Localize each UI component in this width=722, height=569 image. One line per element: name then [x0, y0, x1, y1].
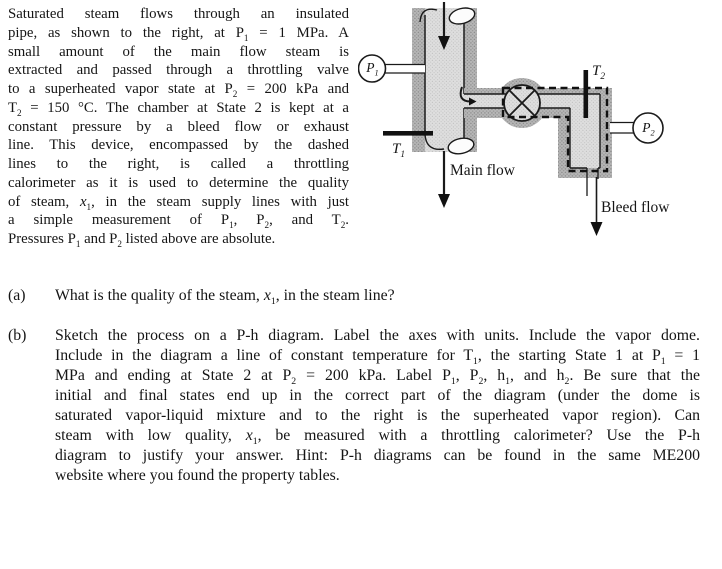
text-line: line. This device, encompassed by the dashed: [8, 137, 349, 154]
text-line: constant pressure by a bleed flow or exhaust: [8, 118, 349, 135]
probe-label-t1: $T_1$: [392, 141, 405, 160]
text-line: website where you found the property tables.: [55, 467, 340, 484]
problem-statement: [8, 5, 349, 249]
text-line: a simple measurement of $P_1$, $P_2$, and $T_2$.: [8, 212, 349, 231]
question-b-text: [55, 326, 700, 486]
gauge-label-p2: $P_2$: [642, 120, 655, 138]
question-a-text: [55, 286, 700, 306]
bleed-flow-label: Bleed flow: [601, 199, 670, 216]
question-a: [8, 286, 700, 306]
text-line: diagram to justify your answer. Hint: P-h diagrams can be found in the same ME200: [55, 447, 700, 464]
text-line: Pressures $P_1$ and $P_2$ listed above are absolute.: [8, 231, 276, 249]
text-line: Include in the diagram a line of constant temperature for $T_1$, the starting State 1 at $P_1 = 1$: [55, 347, 700, 368]
text-line: Saturated steam flows through an insulated: [8, 6, 349, 22]
probe-label-t2: $T_2$: [592, 63, 605, 82]
text-line: small amount of the main flow steam is: [8, 43, 349, 60]
calorimeter-schematic: [358, 0, 722, 260]
thermometer-probe-t1: [383, 131, 433, 136]
text-line: extracted and passed through a throttling valve: [8, 62, 349, 79]
throttling-valve-icon: [504, 85, 540, 121]
text-line: initial and final states end up in the correct part of the diagram (under the dome is: [55, 387, 700, 404]
question-b: [8, 326, 700, 486]
text-line: MPa and ending at State 2 at $P_2 = 200$ kPa. Label $P_1$, $P_2$, $h_1$, and $h_2$. Be sure that the: [55, 367, 700, 388]
thermometer-probe-t2: [584, 70, 589, 118]
text-line: to a superheated vapor state at $P_2 = 200$ kPa and: [8, 81, 349, 99]
text-line: calorimeter as it is used to determine the quality: [8, 174, 349, 191]
throttling-calorimeter-diagram: [358, 0, 722, 260]
question-b-label: (b): [8, 327, 27, 344]
text-line: steam with low quality, $x_1$, be measured with a throttling calorimeter? Use the P-h: [55, 427, 700, 448]
gauge-label-p1: $P_1$: [366, 60, 379, 78]
text-line: lines to the right, is called a throttling: [8, 156, 349, 172]
main-flow-arrow-icon: [438, 151, 450, 208]
text-line: saturated vapor-liquid mixture and to the right is the superheated vapor region). Can: [55, 407, 700, 424]
text-line: pipe, as shown to the right, at $P_1 = 1$ MPa. A: [8, 24, 349, 43]
text-line: Sketch the process on a P-h diagram. Label the axes with units. Include the vapor dome.: [55, 327, 700, 344]
main-flow-label: Main flow: [450, 162, 516, 179]
text-line: What is the quality of the steam, $x_1$, in the steam line?: [55, 287, 395, 308]
text-line: of steam, $x_1$, in the steam supply lines with just: [8, 193, 349, 212]
question-a-label: (a): [8, 287, 26, 304]
text-line: $T_2 = 150$ °C. The chamber at State 2 is kept at a: [8, 99, 349, 118]
